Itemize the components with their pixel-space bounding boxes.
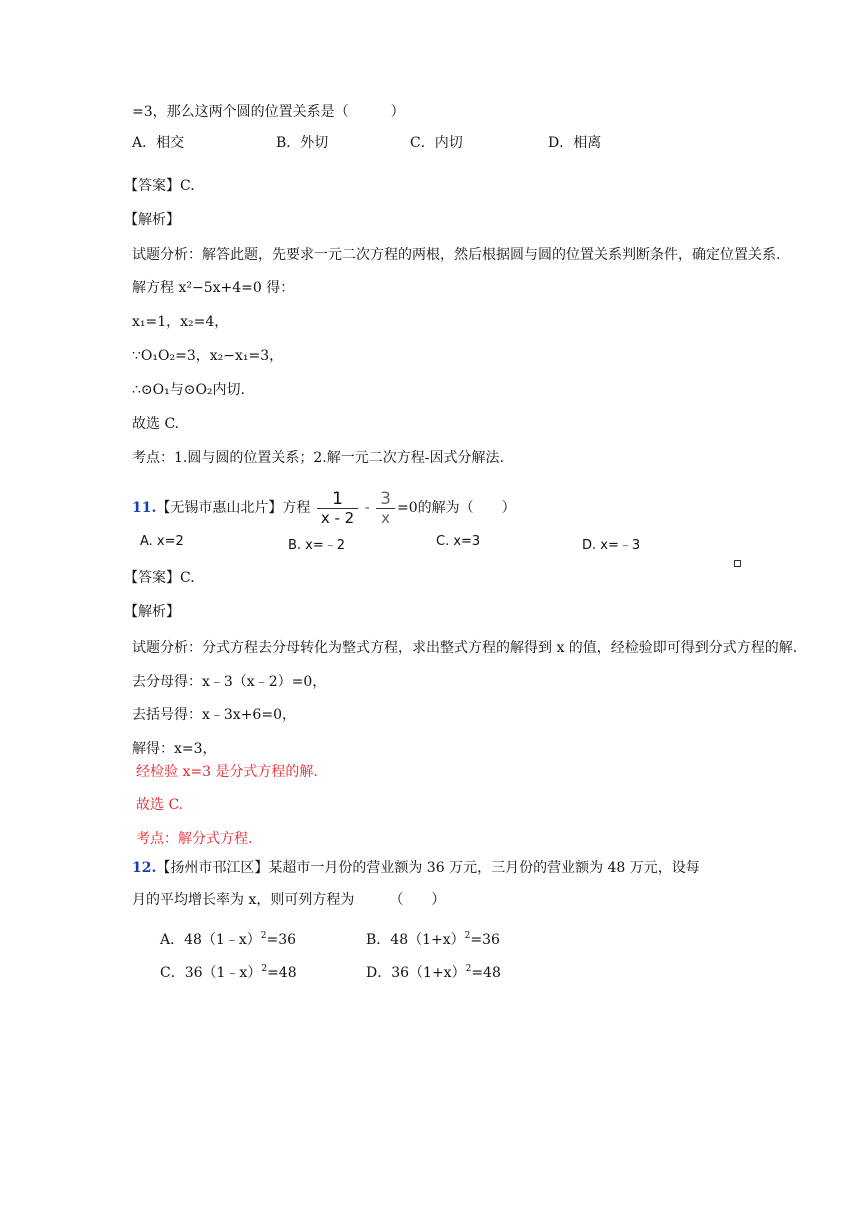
q11-stem-suffix: =0的解为（ ） xyxy=(396,500,516,516)
q10-option-b: B．外切 xyxy=(276,135,329,151)
q10-option-a: A．相交 xyxy=(132,135,185,151)
q11-fraction-2-numerator: 3 xyxy=(376,490,395,509)
q10-option-c: C．内切 xyxy=(410,135,463,151)
q12-option-a: A．48（1﹣x）$^2$=36 xyxy=(160,931,297,948)
q10-analysis-line: 故选 C. xyxy=(132,416,180,432)
q10-analysis-title: 【解析】 xyxy=(124,212,180,228)
q11-fraction-2-denominator: x xyxy=(381,508,391,527)
q11-option-c: C. x=3 xyxy=(436,534,481,549)
q11-fraction-1 xyxy=(317,490,358,527)
q11-topic-line: 考点：解分式方程. xyxy=(136,831,253,847)
q11-stem-prefix: 方程 xyxy=(282,500,311,516)
q12-number: 12. xyxy=(132,860,157,876)
q12-option-c: C．36（1﹣x）$^2$=48 xyxy=(160,964,297,981)
q11-fraction-1-denominator: x - 2 xyxy=(320,508,355,527)
q12-source: 【扬州市邗江区】 xyxy=(156,860,269,876)
q10-stem-tail: =3，那么这两个圆的位置关系是（ ） xyxy=(132,104,405,120)
q11-fraction-2 xyxy=(376,490,395,527)
q11-analysis-line: 试题分析：分式方程去分母转化为整式方程，求出整式方程的解得到 x 的值，经检验即可得到分式方程的解. xyxy=(132,640,798,656)
q11-option-a: A. x=2 xyxy=(140,534,184,549)
q12-stem-line-2: 月的平均增长率为 x，则可列方程为 （ ） xyxy=(132,892,446,908)
q11-analysis-line: 去分母得：x﹣3（x﹣2）=0， xyxy=(132,674,327,690)
q11-stem xyxy=(132,488,516,528)
q10-analysis-line: 试题分析：解答此题，先要求一元二次方程的两根，然后根据圆与圆的位置关系判断条件，确定位置关系. xyxy=(132,247,781,263)
q11-source: 【无锡市惠山北片】 xyxy=(156,500,283,516)
q11-answer: 【答案】C. xyxy=(124,570,195,586)
q10-option-d: D．相离 xyxy=(548,135,602,151)
q11-analysis-line: 去括号得：x﹣3x+6=0， xyxy=(132,707,296,723)
q11-choice-line: 故选 C. xyxy=(136,797,184,813)
q11-fraction-1-numerator: 1 xyxy=(317,490,358,509)
q11-option-d: D. x=﹣3 xyxy=(582,538,641,553)
q10-analysis-line: 考点：1.圆与圆的位置关系；2.解一元二次方程-因式分解法. xyxy=(132,450,504,466)
q10-analysis-line: 解方程 x²−5x+4=0 得： xyxy=(132,280,295,296)
square-marker-icon xyxy=(734,560,741,567)
q11-number: 11. xyxy=(132,500,157,516)
q11-option-b: B. x=﹣2 xyxy=(288,538,346,553)
q12-stem-line-1 xyxy=(132,858,700,878)
q12-option-b: B．$48(1+x)^2=36$ xyxy=(366,931,500,948)
q10-analysis-line: ∴⊙O₁与⊙O₂内切. xyxy=(132,382,245,398)
q12-option-d: D．$36(1+x)^2=48$ xyxy=(366,964,501,981)
q11-analysis-title: 【解析】 xyxy=(124,604,180,620)
q11-minus: - xyxy=(364,500,370,516)
q11-analysis-line: 解得：x=3， xyxy=(132,741,217,757)
q10-analysis-line: ∵O₁O₂=3，x₂−x₁=3， xyxy=(132,348,284,364)
q11-check-line: 经检验 x=3 是分式方程的解. xyxy=(136,764,318,780)
q12-stem-text: 某超市一月份的营业额为 36 万元，三月份的营业额为 48 万元，设每 xyxy=(268,860,700,876)
q10-answer: 【答案】C. xyxy=(124,178,195,194)
q10-analysis-line: x₁=1，x₂=4， xyxy=(132,314,229,330)
